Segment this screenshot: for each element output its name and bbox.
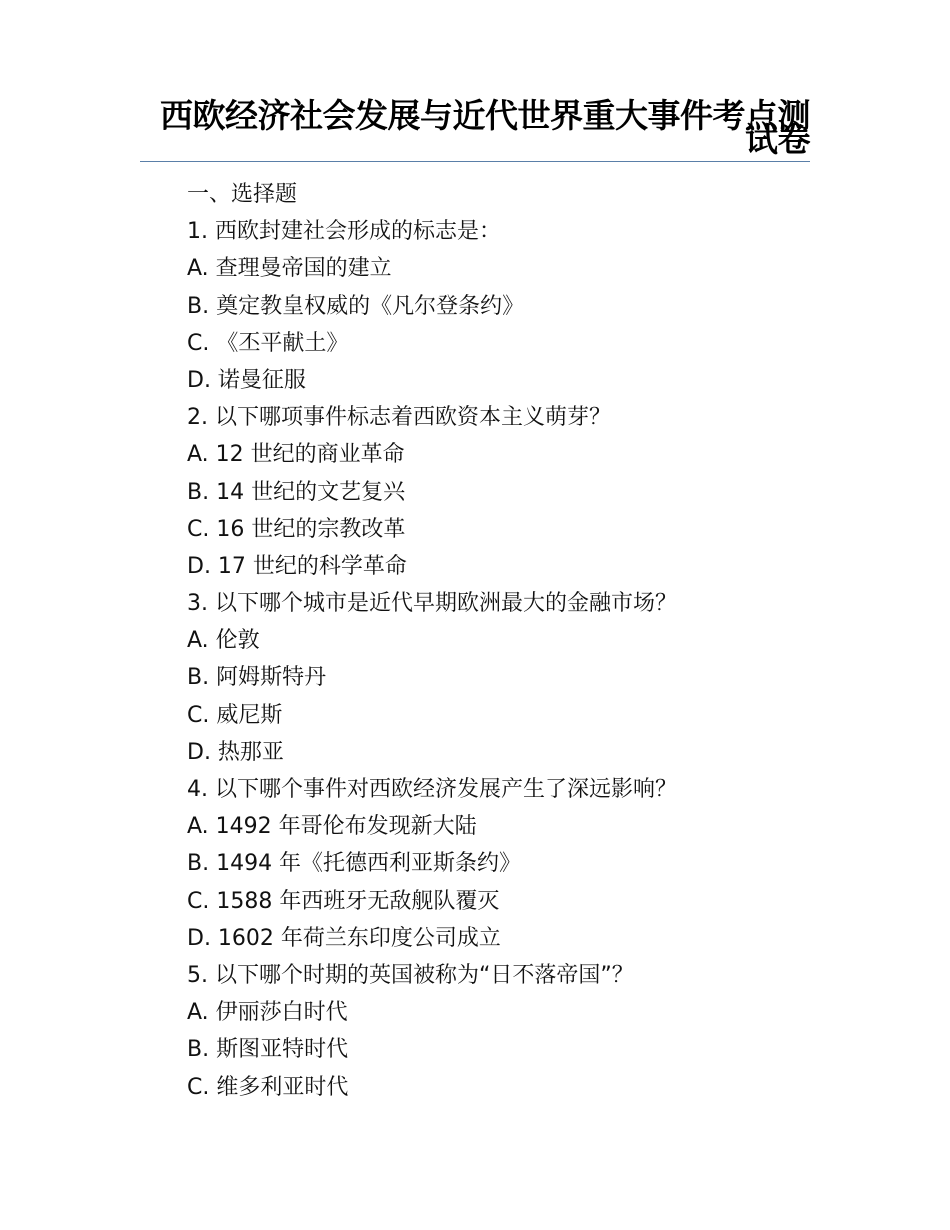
option-line: C. 维多利亚时代 (187, 1074, 349, 1100)
option-line: C. 《丕平献土》 (187, 330, 349, 356)
question-3: 3. 以下哪个城市是近代早期欧洲最大的金融市场？ (187, 591, 677, 617)
question-1: 1. 西欧封建社会形成的标志是： (187, 219, 501, 245)
question-list (187, 176, 807, 1106)
option-line: C. 16 世纪的宗教改革 (187, 516, 406, 542)
option-line: A. 12 世纪的商业革命 (187, 442, 405, 468)
option-line: D. 诺曼征服 (187, 367, 306, 393)
option-line: D. 17 世纪的科学革命 (187, 553, 407, 579)
option-line: C. 威尼斯 (187, 702, 283, 728)
option-line: A. 伦敦 (187, 628, 260, 654)
option-line: A. 伊丽莎白时代 (187, 1000, 348, 1026)
option-line: D. 1602 年荷兰东印度公司成立 (187, 925, 501, 951)
section-heading: 一、选择题 (187, 182, 298, 207)
question-4: 4. 以下哪个事件对西欧经济发展产生了深远影响？ (187, 777, 677, 802)
option-line: D. 热那亚 (187, 739, 284, 765)
option-line: B. 奠定教皇权威的《凡尔登条约》 (187, 293, 525, 319)
option-line: B. 斯图亚特时代 (187, 1037, 349, 1063)
option-line: B. 1494 年《托德西利亚斯条约》 (187, 851, 522, 877)
option-line: A. 1492 年哥伦布发现新大陆 (187, 814, 477, 840)
title-divider (140, 161, 810, 162)
option-line: B. 14 世纪的文艺复兴 (187, 479, 406, 505)
option-line: B. 阿姆斯特丹 (187, 665, 327, 691)
title-block (140, 96, 810, 162)
page-title: 西欧经济社会发展与近代世界重大事件考点测试卷 (160, 96, 810, 159)
option-line: C. 1588 年西班牙无敌舰队覆灭 (187, 888, 500, 914)
question-2: 2. 以下哪项事件标志着西欧资本主义萌芽？ (187, 405, 611, 431)
question-5: 5. 以下哪个时期的英国被称为“日不落帝国”？ (187, 962, 634, 988)
option-line: A. 查理曼帝国的建立 (187, 256, 392, 282)
